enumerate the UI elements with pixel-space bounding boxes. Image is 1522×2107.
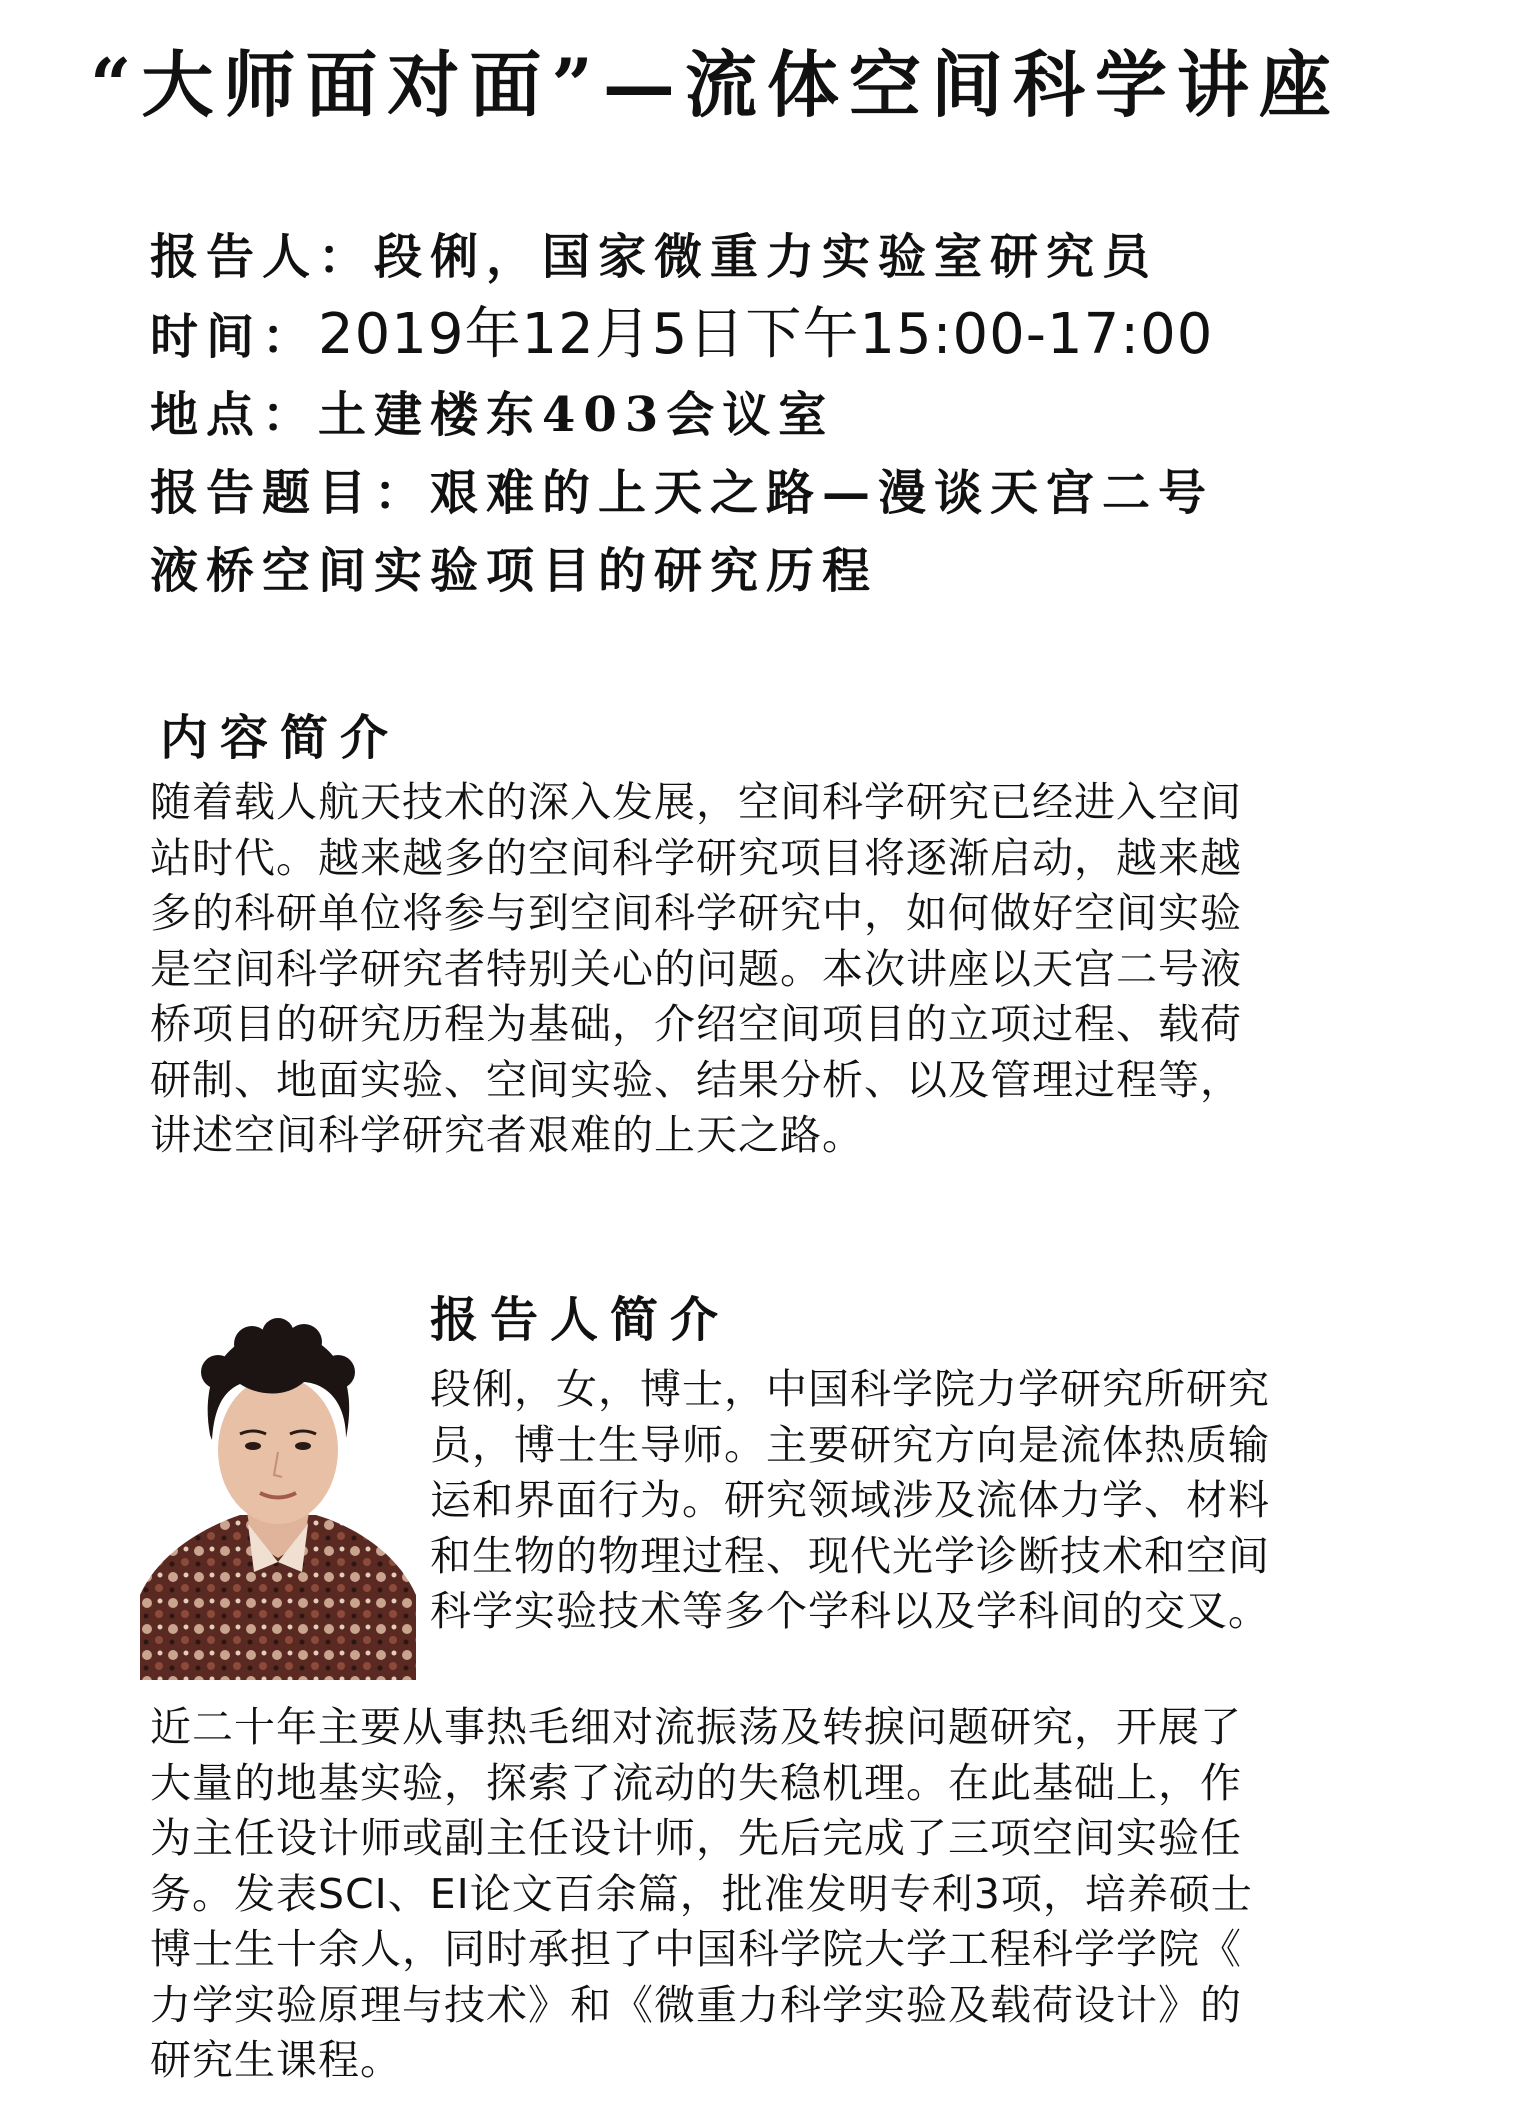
content-line: 是空间科学研究者特别关心的问题。本次讲座以天宫二号液 xyxy=(150,944,1242,993)
content-line: 讲述空间科学研究者艰难的上天之路。 xyxy=(150,1111,864,1159)
bio-line: 力学实验原理与技术》和《微重力科学实验及载荷设计》的 xyxy=(150,1980,1242,2029)
place-value: 土建楼东403会议室 xyxy=(318,387,835,443)
lecture-info xyxy=(150,218,1450,610)
bio-line: 务。发表SCI、EI论文百余篇，批准发明专利3项，培养硕士 xyxy=(150,1869,1253,1918)
bio-line: 运和界面行为。研究领域涉及流体力学、材料 xyxy=(430,1476,1270,1524)
content-line: 研制、地面实验、空间实验、结果分析、以及管理过程等， xyxy=(150,1055,1242,1104)
bio-line: 大量的地基实验，探索了流动的失稳机理。在此基础上，作 xyxy=(150,1758,1242,1807)
topic-label: 报告题目： xyxy=(150,465,431,521)
topic-row-2 xyxy=(150,532,1450,610)
page-title: “大师面对面”—流体空间科学讲座 xyxy=(90,42,1341,127)
bio-line: 段俐，女，博士，中国科学院力学研究所研究 xyxy=(430,1365,1270,1413)
portrait-illustration xyxy=(140,1310,416,1680)
place-label: 地点： xyxy=(150,387,319,443)
bio-side-paragraph xyxy=(430,1362,1400,1640)
bio-line: 博士生十余人，同时承担了中国科学院大学工程科学学院《 xyxy=(150,1925,1242,1973)
bio-line: 和生物的物理过程、现代光学诊断技术和空间 xyxy=(430,1531,1270,1580)
content-line: 站时代。越来越多的空间科学研究项目将逐渐启动，越来越 xyxy=(150,833,1242,882)
time-row xyxy=(150,296,1450,376)
bio-line: 研究生课程。 xyxy=(150,2036,402,2084)
time-label: 时间： xyxy=(150,309,319,365)
content-line: 随着载人航天技术的深入发展，空间科学研究已经进入空间 xyxy=(150,778,1242,826)
bio-line: 近二十年主要从事热毛细对流振荡及转捩问题研究，开展了 xyxy=(150,1703,1242,1751)
reporter-value: 段俐，国家微重力实验室研究员 xyxy=(374,229,1159,285)
content-heading: 内容简介 xyxy=(160,710,401,766)
content-line: 桥项目的研究历程为基础，介绍空间项目的立项过程、载荷 xyxy=(150,1000,1242,1048)
bio-line: 为主任设计师或副主任设计师，先后完成了三项空间实验任 xyxy=(150,1814,1242,1862)
reporter-photo xyxy=(140,1310,416,1680)
content-paragraph xyxy=(150,775,1400,1164)
reporter-row xyxy=(150,218,1450,296)
bio-line: 员，博士生导师。主要研究方向是流体热质输 xyxy=(430,1420,1270,1469)
reporter-label: 报告人： xyxy=(150,229,375,285)
bio-full-paragraph xyxy=(150,1700,1410,2089)
content-line: 多的科研单位将参与到空间科学研究中，如何做好空间实验 xyxy=(150,889,1242,937)
bio-line: 科学实验技术等多个学科以及学科间的交叉。 xyxy=(430,1587,1270,1635)
bio-heading: 报告人简介 xyxy=(430,1292,731,1348)
time-value: 2019年12月5日下午15:00-17:00 xyxy=(318,302,1214,367)
topic-line-2: 液桥空间实验项目的研究历程 xyxy=(150,543,879,599)
place-row xyxy=(150,376,1450,454)
topic-row xyxy=(150,454,1450,532)
topic-line-1: 艰难的上天之路—漫谈天宫二号 xyxy=(430,465,1215,521)
